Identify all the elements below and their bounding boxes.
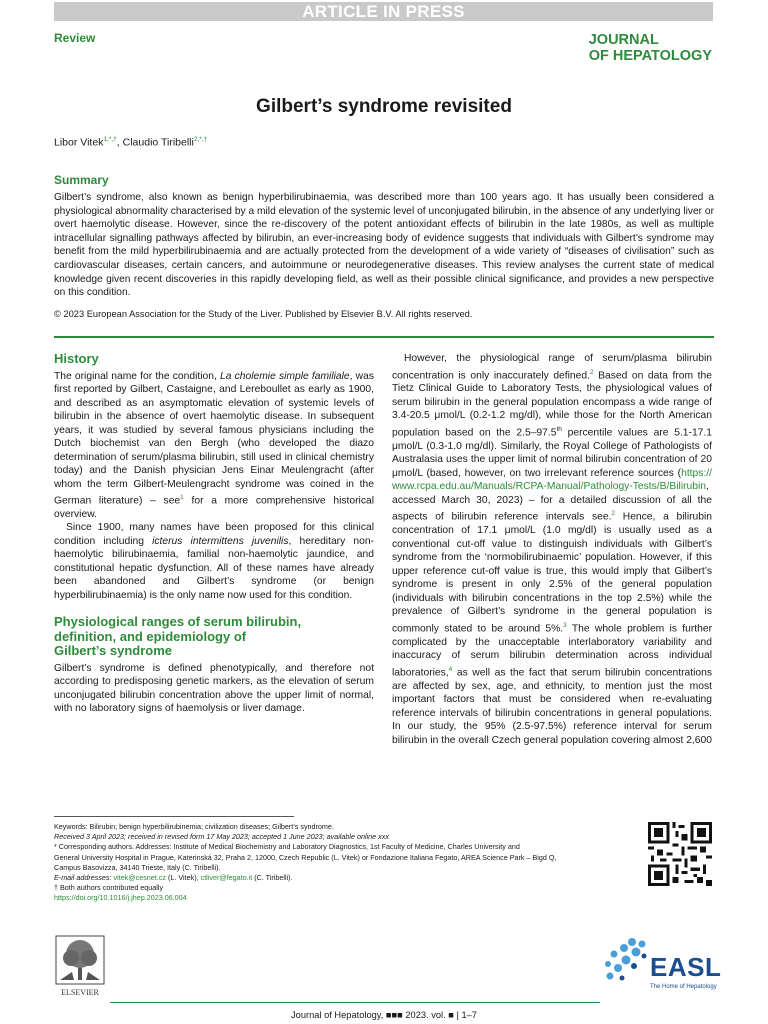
equal-contribution-note [54,883,644,893]
left-column [54,352,374,716]
heading-line: definition, and epidemiology of [54,628,247,644]
reference-link[interactable]: 2 [589,368,594,376]
text-run: , hereditary non-haemolytic bilirubinaemia, familial non-haemolytic jaundice, and constitutional hepatic dysfunction. All of these names have already been abandoned and Gilbert’s syndrome (or benign hyperbilirubinaemia) is the only name now used for this condition. [54,535,374,601]
text-run: (L. Vitek), [165,873,201,883]
easl-tagline: The Home of Hepatology [650,984,717,990]
reference-link[interactable]: 2 [611,510,616,518]
right-column [392,352,712,747]
text-run: , accessed March 30, 2023) – for a detailed discussion of all the aspects of bilirubin reference intervals see. [392,481,712,523]
author-tiribelli-affil: 2,*,† [193,136,208,143]
email-link-tiribelli[interactable]: ctliver@fegato.it [200,873,253,883]
italic-term: La cholemie simple familiale [220,370,350,382]
text-run: percentile values are 5.1-17.1 μmol/L (0.3-1.0 mg/dl). Similarly, the Royal College of Pathologists of Australasia uses the upper limit of normal bilirubin concentration of 20 μmol/L (based, however, on two irrelevant reference sources ( [392,427,712,479]
journal-citation: Journal of Hepatology, ■■■ 2023. vol. ■ | 1–7 [291,1010,477,1020]
text-run: Both authors contributed equally [58,883,164,893]
corresponding-address: General University Hospital in Prague, Katerinská 32, Praha 2, 12000, Czech Republic (L. Vitek) or Fondazione Italiana Fegato, AREA Science Park – Bigd Q, [54,852,557,862]
physiology-heading [54,615,374,659]
footnote-divider [54,816,294,817]
elsevier-tree-logo [54,934,106,986]
journal-logo [589,32,712,64]
author-tiribelli[interactable]: Claudio Tiribelli [122,136,194,149]
dagger-symbol: † [54,883,58,893]
footer-divider [110,1002,600,1003]
reference-link[interactable]: 4 [448,665,453,673]
text-run: for a more comprehensive historical overview. [54,495,374,520]
text-run: as well as the fact that serum bilirubin concentrations are affected by sex, age, and ethnicity, to mention just the most important factors that must be considered when re-evaluating reference intervals of bilirubin concentrations in general populations. In our study, the 95% (2.5-97.5%) reference interval for serum bilirubin in the overall Czech general population covering almost 2,600 [392,667,712,746]
summary-divider [54,336,714,338]
heading-line: Gilbert’s syndrome [54,643,172,659]
heading-line: Physiological ranges of serum bilirubin, [54,614,302,630]
summary-heading: Summary [54,173,109,187]
author-vitek-affil: 1,*,† [103,136,117,143]
email-link-vitek[interactable]: vitek@cesnet.cz [113,873,166,883]
elsevier-wordmark: ELSEVIER [61,988,99,997]
text-run: The original name for the condition, [54,370,221,382]
history-heading: History [54,351,99,366]
qr-code-icon[interactable] [648,822,712,886]
history-paragraph-2 [54,521,374,602]
corresponding-address: * Corresponding authors. Addresses: Institute of Medical Biochemistry and Laboratory Diagnostics, 1st Faculty of Medicine, Charles University and [54,842,520,852]
summary-text [54,191,714,300]
article-title: Gilbert’s syndrome revisited [256,96,512,117]
text-run: Since 1900, many names have been proposed for this clinical condition including [54,522,374,547]
copyright-line: © 2023 European Association for the Study of the Liver. Published by Elsevier B.V. All rights reserved. [54,309,473,319]
summary-paragraph: Gilbert’s syndrome, also known as benign hyperbilirubinaemia, was described more than 100 years ago. It has usually been considered a physiological abnormality characterised by a mild elevation of the systemic level of unconjugated bilirubin, in the absence of any underlying liver or overt haemolytic disease. However, since the re-discovery of the potent antioxidant effects of bilirubin in the late 1980s, as well as multiple intracellular signalling pathways affected by bilirubin, an ever-increasing body of evidence suggests that individuals with Gilbert’s syndrome may benefit from the mild hyperbilirubinaemia and are actually protected from the development of a wide variety of “diseases of civilisation” such as cardiovascular diseases, certain cancers, and autoimmune or neurodegenerative diseases. This review analyses the current state of medical knowledge given recent discoveries in this rapidly developing field, as well as their possible clinical significance, and provides a new perspective on this condition. [54,192,714,299]
journal-logo-line2: OF HEPATOLOGY [588,48,712,64]
rcpa-link[interactable]: https://www.rcpa.edu.au/Manuals/RCPA-Manual/Pathology-Tests/B/Bilirubin [392,467,712,493]
italic-term: icterus intermittens juvenilis [152,535,289,547]
journal-logo-line1: JOURNAL [588,32,659,48]
corresponding-address: Campus Basovizza, 34140 Trieste, Italy (C. Tiribelli). [54,862,221,872]
bilirubin-range-paragraph [392,352,712,747]
keywords-line: Keywords: Bilirubin; benign hyperbilirubinemia; civilization diseases; Gilbert’s syndrome. [54,822,334,831]
text-run: , was first reported by Gilbert, Castaigne, and Lereboullet as early as 1900, and described as an asymptomatic elevation of systemic levels of bilirubin in the absence of overt haemolytic disease. In subsequent years, it was studied by several famous physicians including the Dutch biochemist van den Bergh (who developed the diazo determination of serum/plasma bilirubin, still used in clinical chemistry today) and the Danish physician Jens Einar Meulengracht (after whom the term Gilbert-Meulengracht syndrome was coined in the German literature) – see [54,370,374,507]
author-vitek[interactable]: Libor Vitek [54,136,104,149]
superscript: th [556,425,562,433]
doi-link[interactable]: https://doi.org/10.1016/j.jhep.2023.06.004 [54,893,187,903]
history-paragraph-1 [54,370,374,522]
text-run: However, the physiological range of serum/plasma bilirubin concentration is only inaccurately defined. [392,353,712,381]
section-label: Review [54,31,96,45]
text-run: The whole problem is further complicated by the unacceptable interlaboratory variability and inaccuracy of serum bilirubin determination across individual laboratories, [392,623,712,679]
footnotes [54,822,644,904]
reference-link[interactable]: 3 [563,621,567,629]
easl-logo [600,936,650,984]
received-dates: Received 3 April 2023; received in revised form 17 May 2023; accepted 1 June 2023; available online xxx [54,832,389,842]
email-label: E-mail addresses: [54,873,114,883]
text-run: Based on data from the Tietz Clinical Guide to Laboratory Tests, the physiological values of serum bilirubin in the general population encompass a wide range of 3.4-20.5 μmol/L (0.2-1.2 mg/dl), while those for the North American population based on the 2.5–97.5 [392,369,712,439]
email-line [54,873,644,883]
physiology-paragraph: Gilbert’s syndrome is defined phenotypically, and therefore not according to predisposing genetic markers, as the elevation of serum unconjugated bilirubin concentration above the upper limit of normal, with no laboratory signs of haemolysis or liver damage. [54,662,374,715]
author-list [54,136,207,149]
text-run: Hence, a bilirubin concentration of 17.1 μmol/L (1.0 mg/dl) is usually used as a conventional cut-off value to distinguish individuals with Gilbert’s syndrome from the ‘normobilirubinaemic’ population. However, if this upper reference cut-off value is true, this would imply that Gilbert’s syndrome is present in only 2.5% of the general population (individuals with bilirubin concentrations in the top 2.5%) while the prevalence of Gilbert’s syndrome in the general population is commonly stated to be around 5%. [392,511,713,635]
text-run: (C. Tiribelli). [252,873,293,883]
author-separator: , [116,136,123,149]
reference-link[interactable]: 1 [180,494,184,501]
easl-wordmark: EASL [650,952,722,982]
article-in-press-banner: ARTICLE IN PRESS [54,2,713,21]
